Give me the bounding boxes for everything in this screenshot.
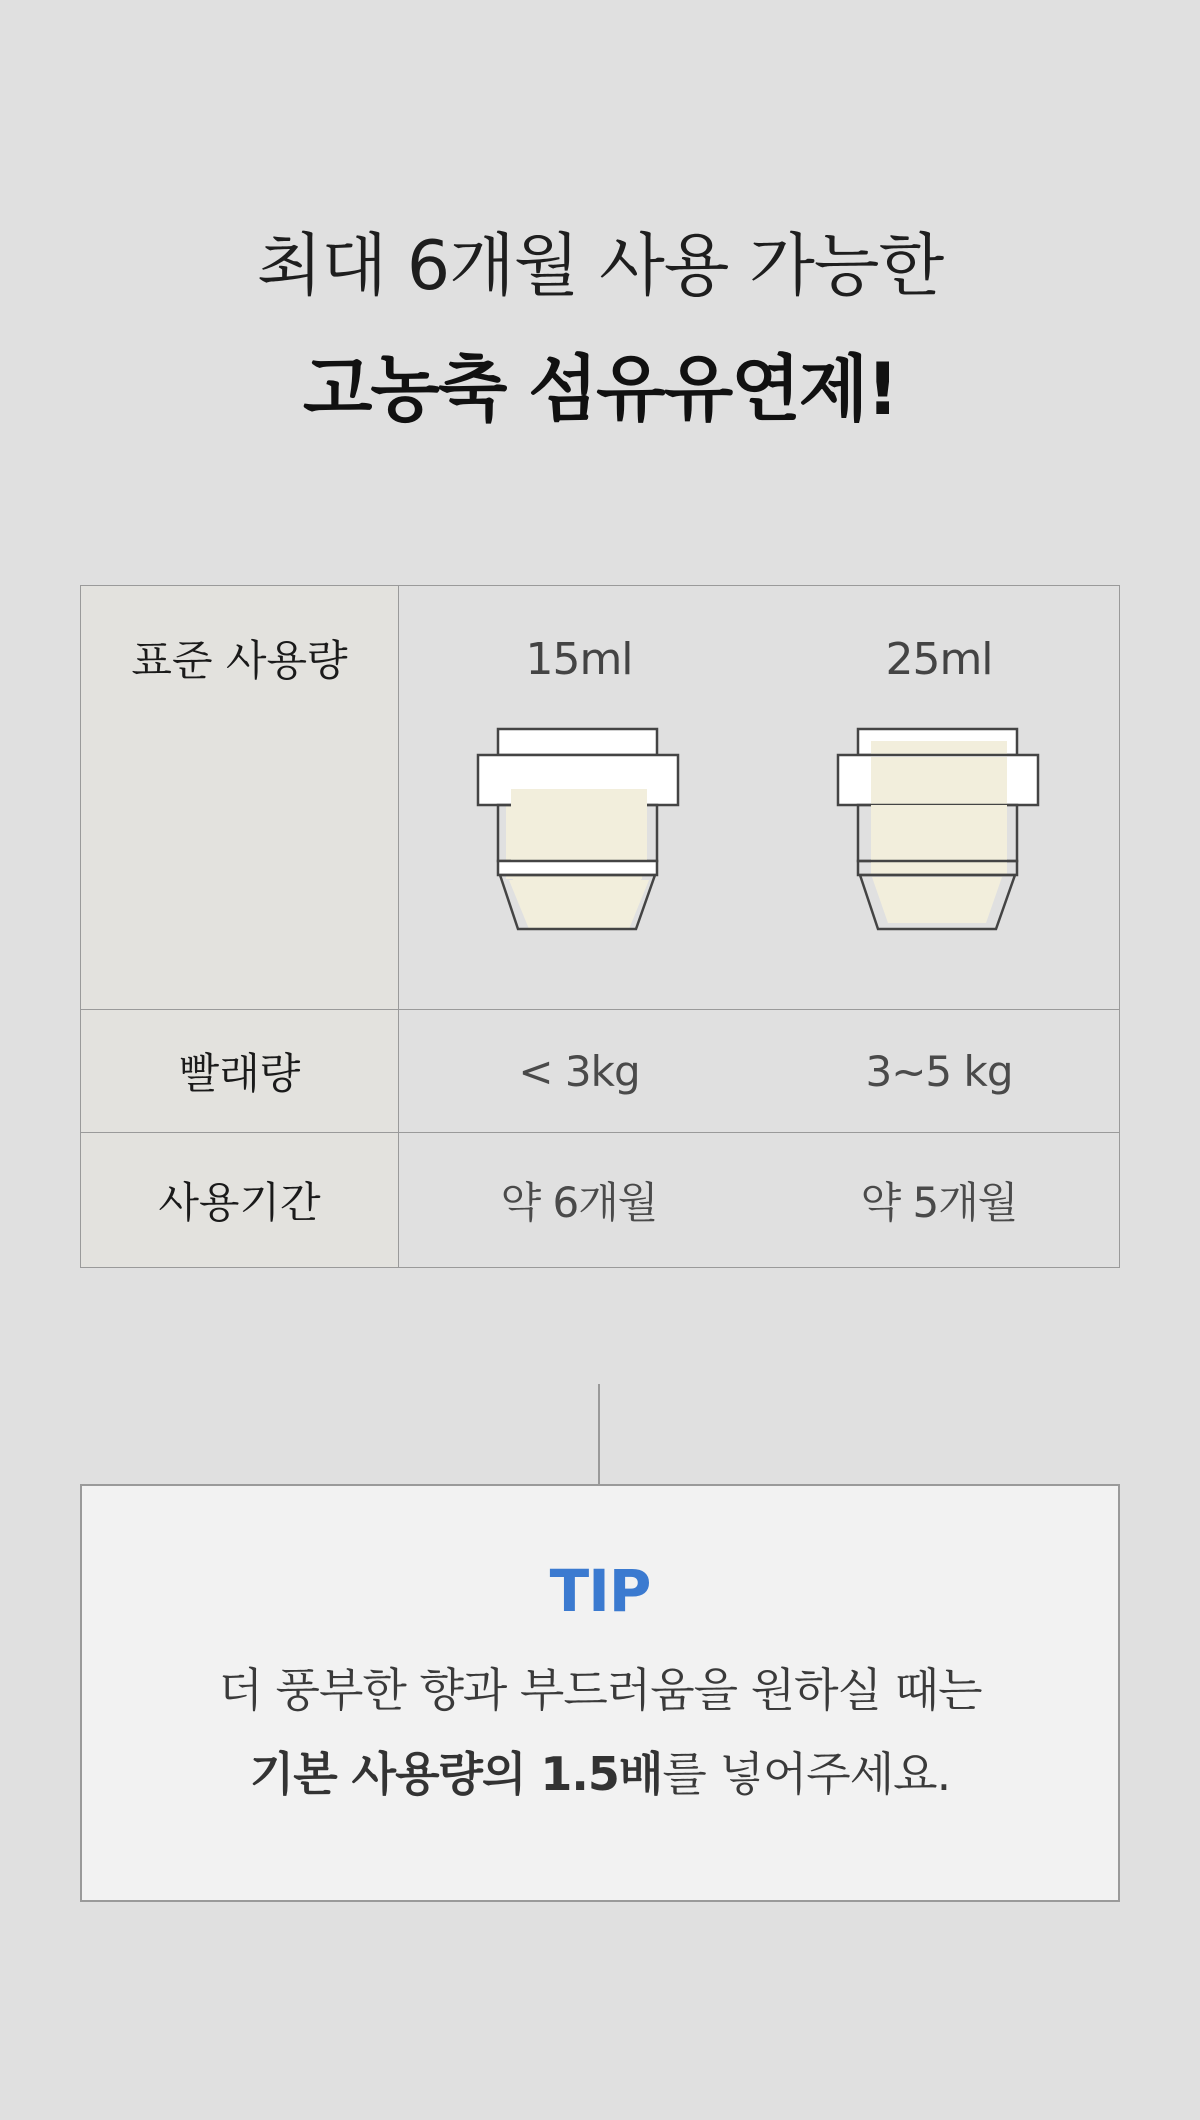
usage-spec-table xyxy=(80,585,1120,1268)
measuring-cap-icon-small-fill xyxy=(474,727,684,939)
period-values xyxy=(399,1133,1120,1268)
load-header: 빨래량 xyxy=(81,1010,399,1133)
tip-line1: 더 풍부한 향과 부드러움을 원하실 때는 xyxy=(218,1663,982,1717)
tip-title: TIP xyxy=(549,1557,651,1625)
usage-amount: 25ml xyxy=(885,634,993,685)
period-header: 사용기간 xyxy=(81,1133,399,1268)
load-value-large: 3~5 kg xyxy=(865,1046,1013,1096)
usage-header: 표준 사용량 xyxy=(81,586,399,1010)
load-values xyxy=(399,1010,1120,1133)
usage-values xyxy=(399,586,1120,1010)
tip-line2 xyxy=(82,1744,1118,1804)
usage-option-15ml xyxy=(399,586,759,1009)
period-value-large: 약 5개월 xyxy=(860,1178,1018,1227)
usage-option-25ml xyxy=(759,586,1119,1009)
usage-amount: 15ml xyxy=(525,634,633,685)
tip-box xyxy=(80,1484,1120,1902)
table-row-usage xyxy=(81,586,1120,1010)
table-row-load xyxy=(81,1010,1120,1133)
period-value-small: 약 6개월 xyxy=(500,1178,658,1227)
headline-line2: 고농축 섬유유연제! xyxy=(302,347,898,431)
load-value-small: < 3kg xyxy=(518,1046,640,1096)
headline-line1: 최대 6개월 사용 가능한 xyxy=(256,227,944,306)
headline xyxy=(0,222,1200,434)
measuring-cap-icon-large-fill xyxy=(834,727,1044,939)
tip-emphasis: 기본 사용량의 1.5배 xyxy=(249,1747,663,1801)
tip-line2-rest: 를 넣어주세요. xyxy=(662,1747,951,1801)
table-row-period xyxy=(81,1133,1120,1268)
